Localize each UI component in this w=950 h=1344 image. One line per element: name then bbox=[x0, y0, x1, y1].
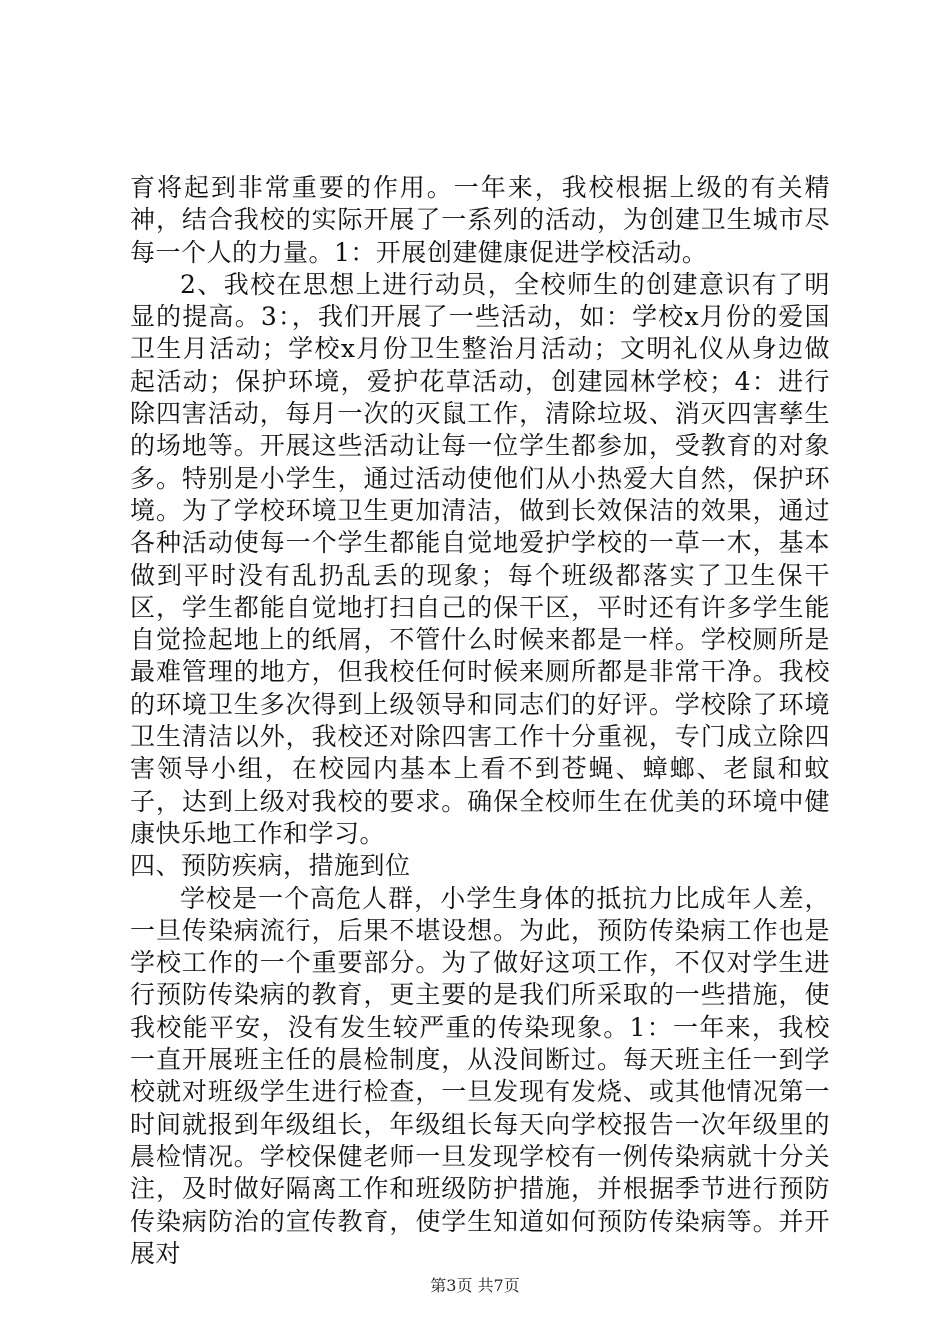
document-body bbox=[130, 172, 830, 1270]
paragraph-continuation: 育将起到非常重要的作用。一年来，我校根据上级的有关精神，结合我校的实际开展了一系列的活动，为创建卫生城市尽每一个人的力量。1：开展创建健康促进学校活动。 bbox=[130, 173, 830, 267]
page-footer: 第3页 共7页 bbox=[430, 1276, 520, 1295]
section-heading: 四、预防疾病，措施到位 bbox=[130, 851, 411, 881]
paragraph-disease-prevention: 学校是一个高危人群，小学生身体的抵抗力比成年人差，一旦传染病流行，后果不堪设想。为此，预防传染病工作也是学校工作的一个重要部分。为了做好这项工作，不仅对学生进行预防传染病的教育，更主要的是我们所采取的一些措施，使我校能平安，没有发生较严重的传染现象。1：一年来，我校一直开展班主任的晨检制度，从没间断过。每天班主任一到学校就对班级学生进行检查，一旦发现有发烧、或其他情况第一时间就报到年级组长，年级组长每天向学校报告一次年级里的晨检情况。学校保健老师一旦发现学校有一例传染病就十分关注，及时做好隔离工作和班级防护措施，并根据季节进行预防传染病防治的宣传教育，使学生知道如何预防传染病等。并开展对 bbox=[130, 883, 830, 1268]
paragraph-mobilization: 2、我校在思想上进行动员，全校师生的创建意识有了明显的提高。3：，我们开展了一些活动，如：学校x月份的爱国卫生月活动；学校x月份卫生整治月活动；文明礼仪从身边做起活动；保护环境，爱护花草活动，创建园林学校；4：进行除四害活动，每月一次的灭鼠工作，清除垃圾、消灭四害孳生的场地等。开展这些活动让每一位学生都参加，受教育的对象多。特别是小学生，通过活动使他们从小热爱大自然，保护环境。为了学校环境卫生更加清洁，做到长效保洁的效果，通过各种活动使每一个学生都能自觉地爱护学校的一草一木，基本做到平时没有乱扔乱丢的现象；每个班级都落实了卫生保干区，学生都能自觉地打扫自己的保干区，平时还有许多学生能自觉捡起地上的纸屑，不管什么时候来都是一样。学校厕所是最难管理的地方，但我校任何时候来厕所都是非常干净。我校的环境卫生多次得到上级领导和同志们的好评。学校除了环境卫生清洁以外，我校还对除四害工作十分重视，专门成立除四害领导小组，在校园内基本上看不到苍蝇、蟑螂、老鼠和蚊子，达到上级对我校的要求。确保全校师生在优美的环境中健康快乐地工作和学习。 bbox=[130, 269, 830, 848]
